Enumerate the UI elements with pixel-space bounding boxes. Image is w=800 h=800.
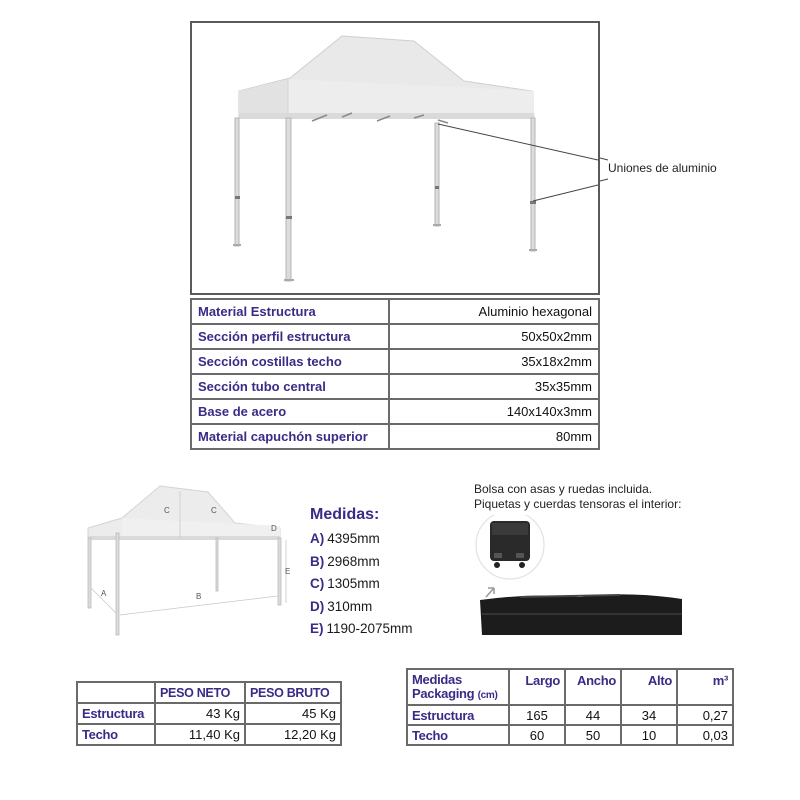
weight-bruto: 12,20 Kg [245,724,341,745]
packaging-largo: 165 [509,705,565,725]
spec-label: Base de acero [191,399,389,424]
tent-dimension-diagram [80,478,300,643]
weight-header-empty [77,682,155,703]
packaging-m3: 0,03 [677,725,733,745]
spec-table [190,298,600,450]
packaging-row [407,705,733,725]
dimension-item [310,596,413,619]
dimension-value: 1305mm [327,576,380,591]
weight-label: Estructura [77,703,155,724]
spec-label: Material capuchón superior [191,424,389,449]
packaging-table [406,668,734,746]
spec-label: Sección perfil estructura [191,324,389,349]
weight-header-neto: PESO NETO [155,682,245,703]
weight-row [77,724,341,745]
dimension-value: 1190-2075mm [326,621,413,636]
spec-value: 80mm [389,424,599,449]
packaging-row [407,725,733,745]
packaging-header-m3: m³ [677,669,733,705]
bag-caption-line-2: Piquetas y cuerdas tensoras el interior: [474,497,682,511]
marker-d: D [271,524,277,533]
spec-value: 35x35mm [389,374,599,399]
weight-neto: 43 Kg [155,703,245,724]
dimension-value: 4395mm [327,531,380,546]
spec-value: Aluminio hexagonal [389,299,599,324]
packaging-header-line2: Packaging [412,686,475,701]
weight-header-row [77,682,341,703]
dimension-label: C) [310,576,325,591]
dimension-label: E) [310,621,324,636]
dimension-value: 310mm [327,598,373,614]
spec-row [191,349,599,374]
carry-bag-image [470,515,700,645]
dimension-label: B) [310,553,325,569]
callout-label-aluminum-joints: Uniones de aluminio [608,161,717,175]
dimension-item [310,618,413,641]
weight-bruto: 45 Kg [245,703,341,724]
spec-label: Sección tubo central [191,374,389,399]
dimension-value: 2968mm [327,553,380,569]
dimension-label: A) [310,531,325,546]
weight-header-bruto: PESO BRUTO [245,682,341,703]
dimension-label: D) [310,598,325,614]
bag-caption [474,482,681,512]
marker-e: E [285,567,291,576]
packaging-alto: 10 [621,725,677,745]
weight-table [76,681,342,746]
packaging-label: Estructura [407,705,509,725]
dimension-item [310,551,413,574]
packaging-ancho: 50 [565,725,621,745]
arrow-icon [486,588,494,597]
packaging-largo: 60 [509,725,565,745]
packaging-header-row [407,669,733,705]
spec-value: 50x50x2mm [389,324,599,349]
packaging-header-largo: Largo [509,669,565,705]
spec-row [191,299,599,324]
tent-photo [192,23,598,293]
marker-c2: C [211,506,217,515]
packaging-ancho: 44 [565,705,621,725]
weight-row [77,703,341,724]
marker-c1: C [164,506,170,515]
tent-photo-frame [190,21,600,295]
weight-neto: 11,40 Kg [155,724,245,745]
packaging-header-alto: Alto [621,669,677,705]
dimensions-list [310,506,413,641]
marker-b: B [196,592,202,601]
packaging-alto: 34 [621,705,677,725]
weight-label: Techo [77,724,155,745]
packaging-header-label [407,669,509,705]
packaging-label: Techo [407,725,509,745]
dimension-item [310,573,413,596]
dimensions-title: Medidas: [310,506,380,523]
spec-row [191,374,599,399]
packaging-header-ancho: Ancho [565,669,621,705]
spec-row [191,399,599,424]
bag-caption-line-1: Bolsa con asas y ruedas incluida. [474,482,653,496]
marker-a: A [101,589,107,598]
dimension-item [310,528,413,551]
packaging-header-line1: Medidas [412,672,462,687]
packaging-header-unit: (cm) [477,690,498,701]
spec-label: Material Estructura [191,299,389,324]
spec-label: Sección costillas techo [191,349,389,374]
spec-row [191,324,599,349]
spec-value: 140x140x3mm [389,399,599,424]
spec-value: 35x18x2mm [389,349,599,374]
packaging-m3: 0,27 [677,705,733,725]
spec-row [191,424,599,449]
